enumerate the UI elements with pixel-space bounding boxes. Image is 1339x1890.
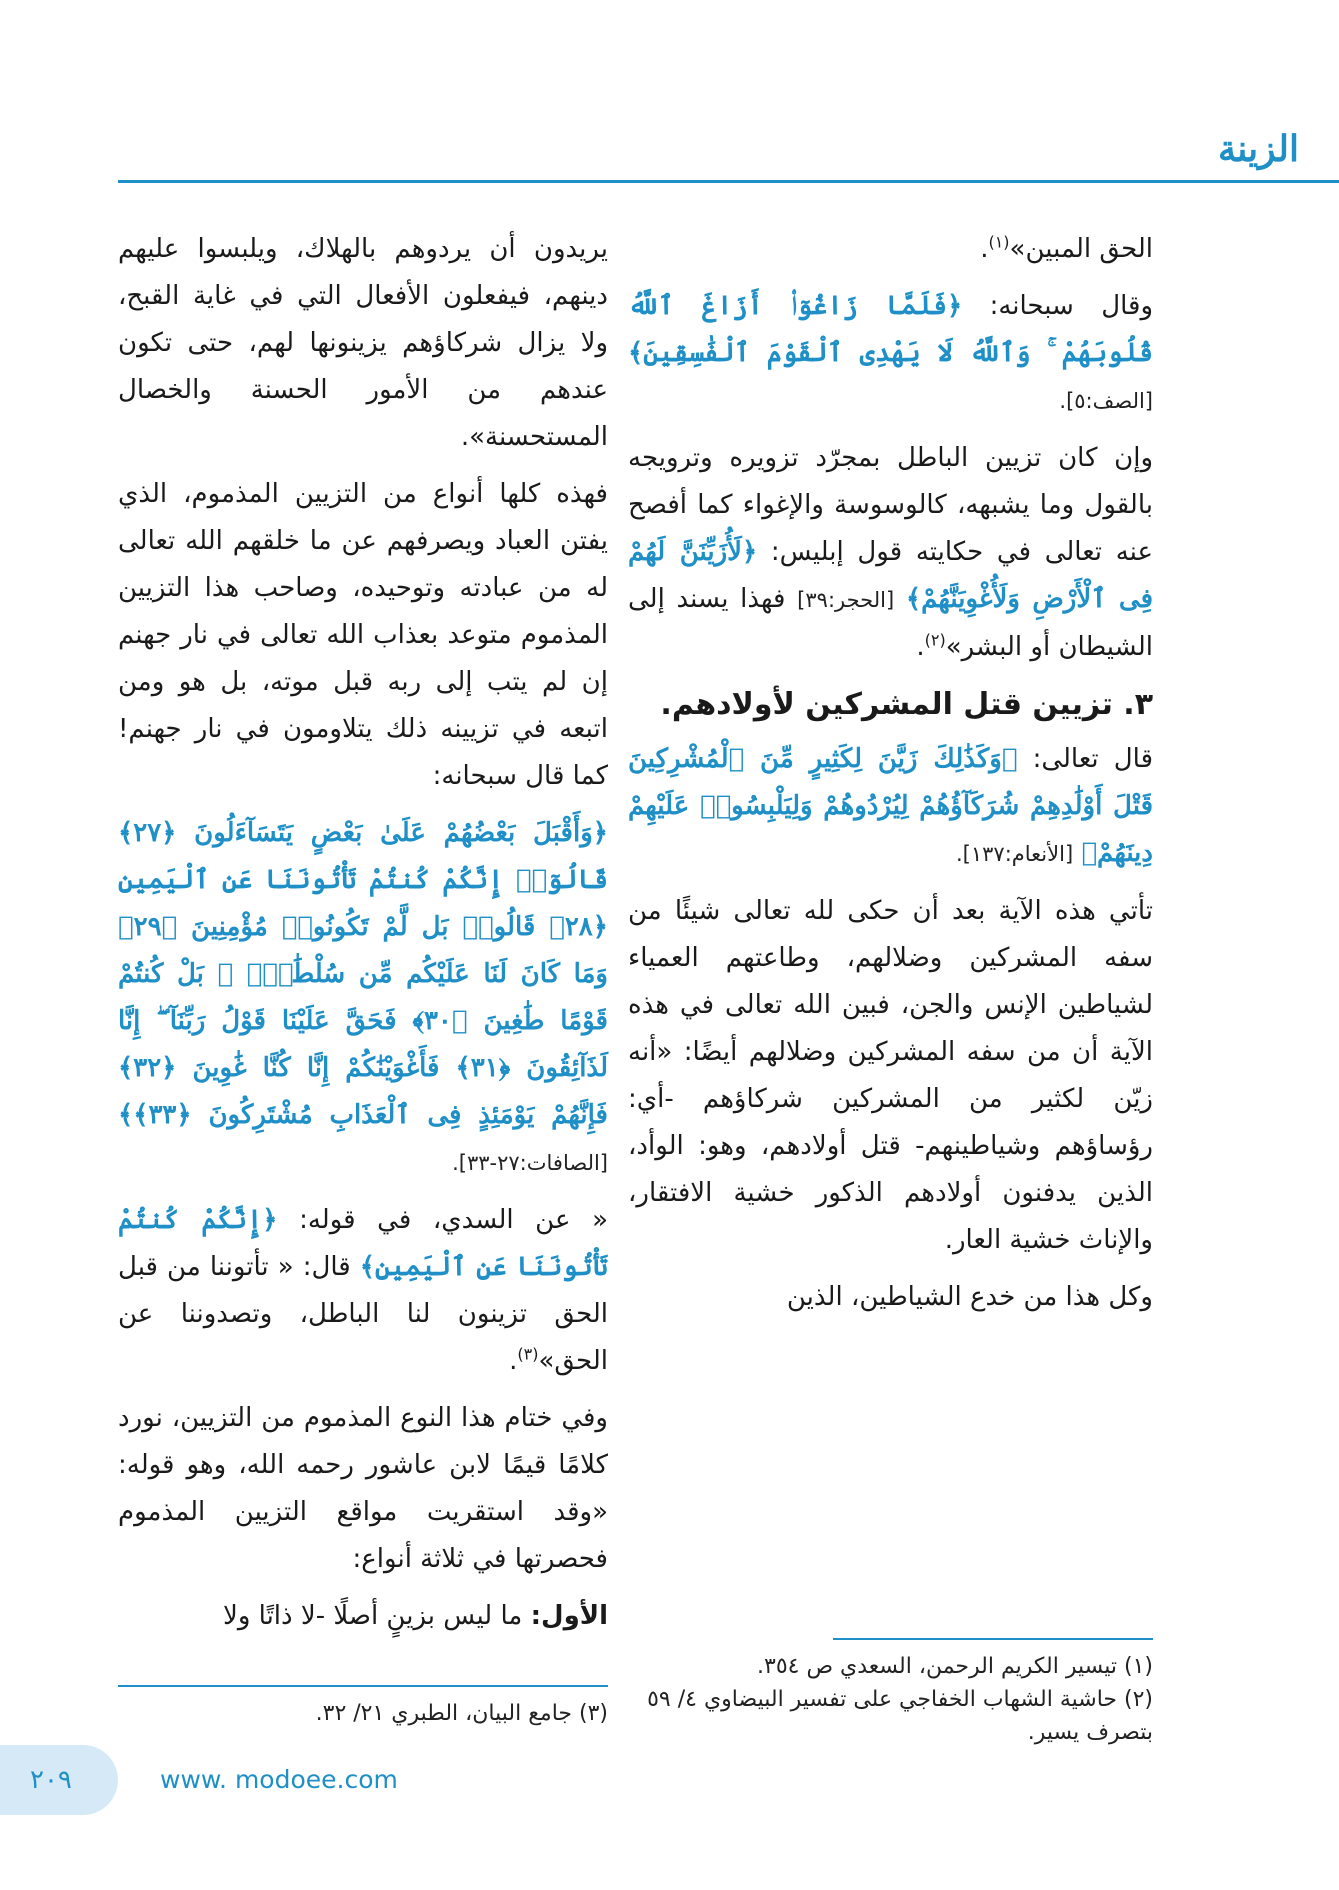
quran-verse: ﴿وَكَذَٰلِكَ زَيَّنَ لِكَثِيرٍ مِّنَ ٱلْمُشْرِكِينَ قَتْلَ أَوْلَٰدِهِمْ شُرَكَآؤُهُمْ لِيُرْدُوهُمْ وَلِيَلْبِسُوا۟ عَلَيْهِمْ دِينَهُمْ﴾	[628, 744, 1153, 868]
paragraph: وفي ختام هذا النوع المذموم من التزيين، نورد كلامًا قيمًا لابن عاشور رحمه الله، وهو قوله: «وقد استقريت مواقع التزيين المذموم فحصرتها في ثلاثة أنواع:	[118, 1403, 608, 1574]
paragraph: يريدون أن يردوهم بالهلاك، ويلبسوا عليهم دينهم، فيفعلون الأفعال التي في غاية القبح، ولا يزال شركاؤهم يزينونها لهم، حتى تكون عندهم من الأمور الحسنة والخصال المستحسنة».	[118, 234, 608, 452]
paragraph: وكل هذا من خدع الشياطين، الذين	[786, 1282, 1153, 1312]
quran-verse: ﴿فَلَمَّا زَاغُوٓا۟ أَزَاغَ ٱللَّهُ قُلُوبَهُمْ ۚ وَٱللَّهُ لَا يَهْدِى ٱلْقَوْمَ ٱلْفَٰسِقِينَ﴾	[628, 291, 1153, 368]
paragraph: الأول: ما ليس بزينٍ أصلًا -لا ذاتًا ولا	[223, 1601, 608, 1631]
footnotes-right	[628, 1650, 1153, 1749]
footnote-divider	[833, 1638, 1153, 1640]
verse-source: [الصافات:٢٧-٣٣].	[452, 1151, 608, 1175]
verse-source: [الصف:٥].	[1059, 389, 1153, 413]
verse-source: [الحجر:٣٩]	[797, 588, 895, 612]
footnote-ref[interactable]: (٢)	[924, 630, 946, 650]
paragraph: « عن السدي، في قوله: ﴿إِنَّكُمْ كُنتُمْ تَأْتُونَنَا عَنِ ٱلْيَمِينِ﴾ قال: « تأتوننا من قبل الحق تزينون لنا الباطل، وتصدوننا عن الحق»$^{(٣)}$.	[118, 1205, 609, 1376]
paragraph: تأتي هذه الآية بعد أن حكى لله تعالى شيئًا من سفه المشركين وضلالهم، وطاعتهم العمياء لشياطين الإنس والجن، فبين الله تعالى في هذه الآية أن من سفه المشركين وضلالهم أيضًا: «أنه زيّن لكثير من المشركين شركاؤهم -أي: رؤساؤهم وشياطينهم- قتل أولادهم، وهو: الوأد، الذين يدفنون أولادهم الذكور خشية الافتقار، والإناث خشية العار.	[628, 896, 1153, 1255]
footnote: (٣) جامع البيان، الطبري ٢١/ ٣٢.	[315, 1701, 608, 1726]
footnote-ref[interactable]: (٣)	[517, 1344, 539, 1364]
paragraph: قال تعالى: ﴿وَكَذَٰلِكَ زَيَّنَ لِكَثِيرٍ مِّنَ ٱلْمُشْرِكِينَ قَتْلَ أَوْلَٰدِهِمْ شُرَكَآؤُهُمْ لِيُرْدُوهُمْ وَلِيَلْبِسُوا۟ عَلَيْهِمْ دِينَهُمْ﴾ [الأنعام:١٣٧].	[628, 744, 1154, 868]
section-heading: ٣. تزيين قتل المشركين لأولادهم.	[660, 687, 1153, 722]
paragraph: الحق المبين»$^{(١)}$.	[980, 232, 1153, 264]
quran-verse: ﴿لَأُزَيِّنَنَّ لَهُمْ فِى ٱلْأَرْضِ وَلَأُغْوِيَنَّهُمْ﴾	[628, 537, 1154, 614]
page-number: ٢٠٩	[30, 1765, 72, 1795]
quran-verse: ﴿وَأَقْبَلَ بَعْضُهُمْ عَلَىٰ بَعْضٍ يَتَسَآءَلُونَ ﴿٢٧﴾ قَالُوٓا۟ إِنَّكُمْ كُنتُمْ تَأْتُونَنَا عَنِ ٱلْيَمِينِ ﴿٢٨﴾ قَالُوا۟ بَل لَّمْ تَكُونُوا۟ مُؤْمِنِينَ ﴿٢٩﴾ وَمَا كَانَ لَنَا عَلَيْكُم مِّن سُلْطَٰنٍۭ ۖ بَلْ كُنتُمْ قَوْمًا طَٰغِينَ ﴿٣٠﴾ فَحَقَّ عَلَيْنَا قَوْلُ رَبِّنَآ ۖ إِنَّا لَذَآئِقُونَ ﴿٣١﴾ فَأَغْوَيْنَٰكُمْ إِنَّا كُنَّا غَٰوِينَ ﴿٣٢﴾ فَإِنَّهُمْ يَوْمَئِذٍ فِى ٱلْعَذَابِ مُشْتَرِكُونَ ﴿٣٣﴾﴾	[118, 818, 608, 1130]
paragraph	[118, 810, 608, 1187]
header-divider	[118, 180, 1339, 183]
footnote: (١) تيسير الكريم الرحمن، السعدي ص ٣٥٤.	[757, 1654, 1153, 1679]
chapter-title: الزينة	[1217, 128, 1299, 170]
footnote: (٢) حاشية الشهاب الخفاجي على تفسير البيضاوي ٤/ ٥٩ بتصرف يسير.	[647, 1687, 1153, 1745]
site-url-link[interactable]: www. modoee.com	[160, 1765, 398, 1794]
right-column	[628, 226, 1153, 1331]
paragraph: فهذه كلها أنواع من التزيين المذموم، الذي يفتن العباد ويصرفهم عن ما خلقهم الله تعالى له من عبادته وتوحيده، وصاحب هذا التزيين المذموم متوعد بعذاب الله تعالى في نار جهنم إن لم يتب إلى ربه قبل موته، بل هو ومن اتبعه في تزيينه ذلك يتلاومون في نار جهنم! كما قال سبحانه:	[118, 479, 608, 791]
paragraph: وقال سبحانه: ﴿فَلَمَّا زَاغُوٓا۟ أَزَاغَ ٱللَّهُ قُلُوبَهُمْ ۚ وَٱللَّهُ لَا يَهْدِى ٱلْقَوْمَ ٱلْفَٰسِقِينَ﴾ [الصف:٥].	[628, 291, 1154, 413]
paragraph: وإن كان تزيين الباطل بمجرّد تزويره وترويجه بالقول وما يشبهه، كالوسوسة والإغواء كما أفصح عنه تعالى في حكايته قول إبليس: ﴿لَأُزَيِّنَنَّ لَهُمْ فِى ٱلْأَرْضِ وَلَأُغْوِيَنَّهُمْ﴾ [الحجر:٣٩] فهذا يسند إلى الشيطان أو البشر»$^{(٢)}$.	[628, 443, 1154, 662]
footnote-divider	[118, 1685, 608, 1687]
footnotes-left	[118, 1697, 608, 1730]
verse-source: [الأنعام:١٣٧].	[955, 842, 1074, 866]
footnote-ref[interactable]: (١)	[988, 232, 1010, 252]
left-column	[118, 226, 608, 1650]
quran-verse: ﴿إِنَّكُمْ كُنتُمْ تَأْتُونَنَا عَنِ ٱلْيَمِينِ﴾	[118, 1205, 609, 1282]
